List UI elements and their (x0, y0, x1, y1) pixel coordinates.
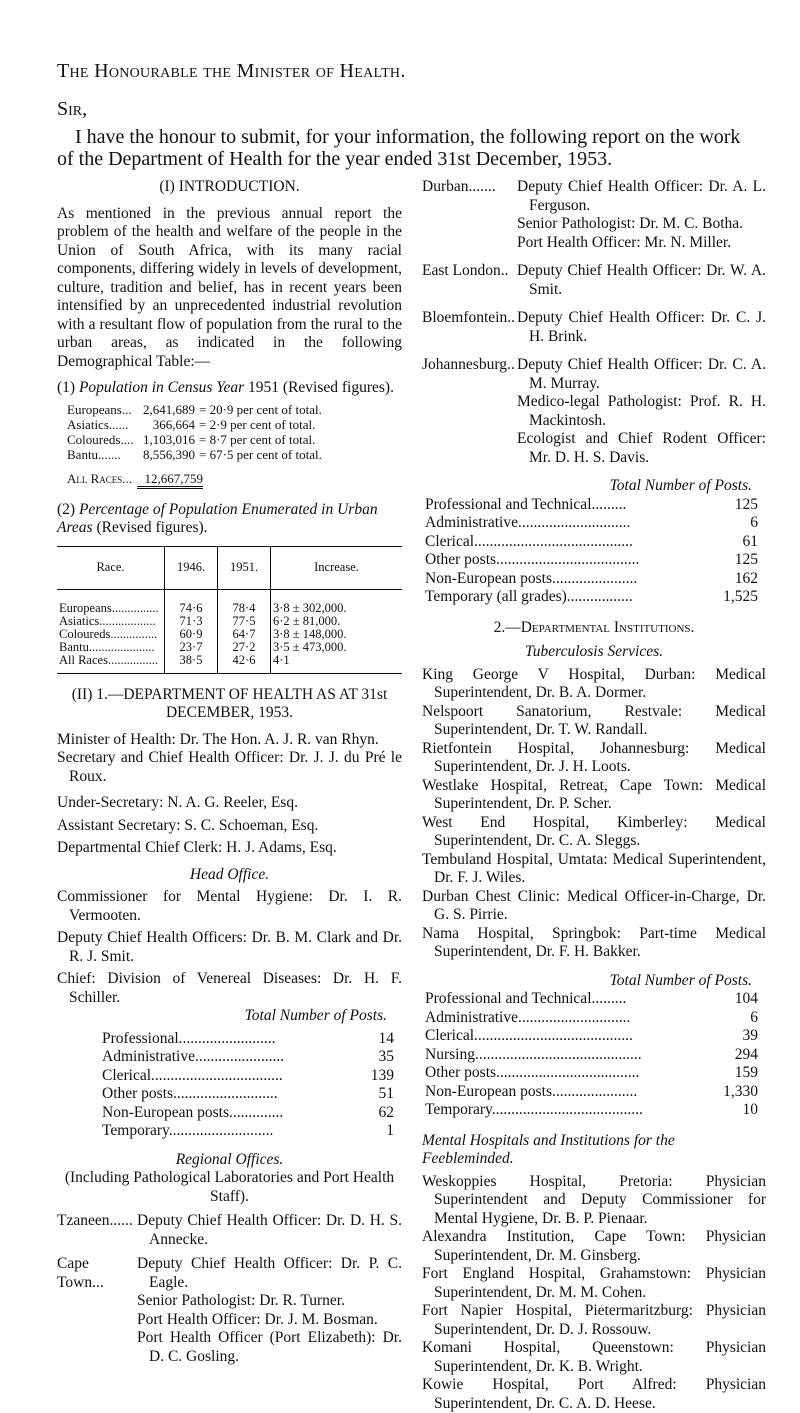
regional-line: Port Health Officer (Port Elizabeth): Dr. D. C. Gosling. (137, 1329, 402, 1366)
posts-row: Non-European posts...................... 162 (425, 570, 758, 589)
population-row: Coloureds.... 1,103,016 = 8·7 per cent of total. (57, 432, 402, 447)
posts-row: Professional......................... 14 (102, 1030, 394, 1049)
list-item: Nelspoort Sanatorium, Restvale: Medical Superintendent, Dr. T. W. Randall. (422, 703, 766, 740)
table-header-row (57, 546, 402, 589)
head-office-person: Deputy Chief Health Officers: Dr. B. M. Clark and Dr. R. J. Smit. (57, 929, 402, 966)
posts-row: Other posts..................................... 125 (425, 551, 758, 570)
regional-offices-title: Regional Offices. (57, 1151, 402, 1170)
population-row: Europeans... 2,641,689 = 20·9 per cent of total. (57, 402, 402, 417)
head-office-posts-list (57, 1030, 402, 1141)
urban-heading-rest: (Revised figures). (96, 519, 207, 536)
table-row: All Races................ 38·5 42·6 4·1 (57, 654, 402, 674)
posts-row: Professional and Technical......... 125 (425, 496, 758, 515)
table-row: Europeans............... 74·6 78·4 3·8 ± 302,000. (57, 589, 402, 615)
regional-line: Medico-legal Pathologist: Prof. R. H. Mackintosh. (517, 393, 766, 430)
regional-office-entry (57, 1212, 402, 1249)
regional-offices-subtitle: (Including Pathological Laboratories and Port Health Staff). (57, 1169, 402, 1206)
tuberculosis-list (422, 666, 766, 962)
regional-line: Port Health Officer: Dr. J. M. Bosman. (137, 1311, 402, 1330)
departmental-institutions-title: 2.—Departmental Institutions. (422, 619, 766, 638)
posts-row: Administrative............................. 6 (425, 514, 758, 533)
section-introduction-title: (I) INTRODUCTION. (57, 178, 402, 197)
list-item: Komani Hospital, Queenstown: Physician Superintendent, Dr. K. B. Wright. (422, 1339, 766, 1376)
regional-office-entry (422, 262, 766, 299)
salutation: Sir, (57, 98, 87, 121)
posts-row: Nursing........................................... 294 (425, 1046, 758, 1065)
mental-hospitals-title: Mental Hospitals and Institutions for the Feebleminded. (422, 1132, 766, 1169)
mental-hospitals-list (422, 1173, 766, 1413)
posts-row: Temporary....................................... 10 (425, 1101, 758, 1120)
table-row: Bantu..................... 23·7 27·2 3·5 ± 473,000. (57, 641, 402, 654)
head-office-person: Chief: Division of Venereal Diseases: Dr. H. F. Schiller. (57, 970, 402, 1007)
population-list (57, 402, 402, 489)
population-row: Asiatics...... 366,664 = 2·9 per cent of total. (57, 417, 402, 432)
total-number-label: Total Number of Posts. (602, 972, 752, 991)
posts-row: Non-European posts...................... 1,330 (425, 1083, 758, 1102)
regional-place: Johannesburg.. (422, 356, 517, 467)
intro-paragraph: I have the honour to submit, for your information, the following report on the work of the Department of Health for the year ended 31st December, 1953. (57, 126, 757, 170)
list-item: Fort England Hospital, Grahamstown: Physician Superintendent, Dr. M. M. Cohen. (422, 1265, 766, 1302)
posts-row: Administrative............................. 6 (425, 1009, 758, 1028)
urban-heading-num: (2) (57, 501, 75, 518)
regional-office-entry (57, 1255, 402, 1366)
posts-row: Temporary (all grades)................. 1,525 (425, 588, 758, 607)
head-office-title: Head Office. (57, 866, 402, 885)
total-number-label: Total Number of Posts. (102, 1007, 387, 1026)
posts-row: Non-European posts.............. 62 (102, 1104, 394, 1123)
posts-row: Administrative....................... 35 (102, 1048, 394, 1067)
regional-line: Senior Pathologist: Dr. R. Turner. (137, 1292, 402, 1311)
posts-row: Clerical.................................. 139 (102, 1067, 394, 1086)
posts-row: Other posts........................... 51 (102, 1085, 394, 1104)
regional-place: Bloemfontein.. (422, 309, 517, 346)
regional-line: Senior Pathologist: Dr. M. C. Botha. (517, 215, 766, 234)
introduction-paragraph: As mentioned in the previous annual report the problem of the health and welfare of the people in the Union of South Africa, with its many racial components, differing widely in levels of development, culture, tradition and belief, has in recent years been intensified by an unprecedented industrial revolution with a resultant flow of population from the rural to the urban areas, as indicated in the following Demographical Table:— (57, 205, 402, 372)
posts-row: Clerical......................................... 39 (425, 1027, 758, 1046)
official-line: Departmental Chief Clerk: H. J. Adams, Esq. (57, 839, 402, 858)
urban-percentage-heading (57, 501, 402, 538)
regional-posts-list (422, 496, 766, 607)
list-item: Nama Hospital, Springbok: Part-time Medical Superintendent, Dr. F. H. Bakker. (422, 925, 766, 962)
table-header: Increase. (271, 546, 403, 589)
tuberculosis-services-title: Tuberculosis Services. (422, 643, 766, 662)
regional-line: Deputy Chief Health Officer: Dr. W. A. Smit. (517, 262, 766, 299)
regional-line: Deputy Chief Health Officer: Dr. D. H. S. Annecke. (137, 1212, 402, 1249)
population-total-row: All Races... 12,667,759 (57, 471, 402, 489)
table-header: 1951. (218, 546, 271, 589)
total-number-label: Total Number of Posts. (602, 477, 752, 496)
regional-place: East London.. (422, 262, 517, 299)
list-item: Tembuland Hospital, Umtata: Medical Superintendent, Dr. F. J. Wiles. (422, 851, 766, 888)
regional-line: Deputy Chief Health Officer: Dr. P. C. Eagle. (137, 1255, 402, 1292)
posts-row: Clerical......................................... 61 (425, 533, 758, 552)
left-column (57, 178, 402, 1366)
population-heading-italic: Population in Census Year (79, 379, 244, 396)
table-row: Coloureds............... 60·9 64·7 3·8 ± 148,000. (57, 628, 402, 641)
tuberculosis-posts-list (422, 990, 766, 1120)
list-item: Fort Napier Hospital, Pietermaritzburg: Physician Superintendent, Dr. D. J. Rossouw. (422, 1302, 766, 1339)
population-heading (57, 379, 402, 398)
official-line: Secretary and Chief Health Officer: Dr. J. J. du Pré le Roux. (57, 749, 402, 786)
regional-line: Deputy Chief Health Officer: Dr. C. J. H. Brink. (517, 309, 766, 346)
table-header: 1946. (165, 546, 218, 589)
regional-place: Durban....... (422, 178, 517, 252)
list-item: Alexandra Institution, Cape Town: Physician Superintendent, Dr. M. Ginsberg. (422, 1228, 766, 1265)
urban-population-table (57, 546, 402, 674)
list-item: Durban Chest Clinic: Medical Officer-in-Charge, Dr. G. S. Pirrie. (422, 888, 766, 925)
population-heading-rest: 1951 (Revised figures). (248, 379, 394, 396)
regional-line: Deputy Chief Health Officer: Dr. C. A. M. Murray. (517, 356, 766, 393)
official-line: Assistant Secretary: S. C. Schoeman, Esq. (57, 817, 402, 836)
official-line: Minister of Health: Dr. The Hon. A. J. R. van Rhyn. (57, 731, 402, 750)
section-department-title: (II) 1.—DEPARTMENT OF HEALTH AS AT 31st DECEMBER, 1953. (57, 686, 402, 723)
urban-heading-italic: Percentage of Population Enumerated in Urban Areas (57, 501, 378, 537)
population-row: Bantu....... 8,556,390 = 67·5 per cent of total. (57, 447, 402, 462)
right-column (422, 178, 766, 1413)
regional-office-entry (422, 309, 766, 346)
list-item: Rietfontein Hospital, Johannesburg: Medical Superintendent, Dr. J. H. Loots. (422, 740, 766, 777)
list-item: Weskoppies Hospital, Pretoria: Physician Superintendent and Deputy Commissioner for Mental Hygiene, Dr. B. P. Pienaar. (422, 1173, 766, 1229)
table-header: Race. (57, 546, 165, 589)
head-office-person: Commissioner for Mental Hygiene: Dr. I. R. Vermooten. (57, 888, 402, 925)
regional-line: Ecologist and Chief Rodent Officer: Mr. D. H. S. Davis. (517, 430, 766, 467)
regional-office-entry (422, 178, 766, 252)
list-item: Kowie Hospital, Port Alfred: Physician Superintendent, Dr. C. A. D. Heese. (422, 1376, 766, 1413)
population-heading-num: (1) (57, 379, 75, 396)
regional-office-entry (422, 356, 766, 467)
page-heading: The Honourable the Minister of Health. (57, 60, 406, 83)
table-row: Asiatics.................. 71·3 77·5 6·2 ± 81,000. (57, 615, 402, 628)
posts-row: Professional and Technical......... 104 (425, 990, 758, 1009)
regional-place: Cape Town... (57, 1255, 137, 1366)
official-line: Under-Secretary: N. A. G. Reeler, Esq. (57, 794, 402, 813)
list-item: King George V Hospital, Durban: Medical Superintendent, Dr. B. A. Dormer. (422, 666, 766, 703)
regional-line: Port Health Officer: Mr. N. Miller. (517, 234, 766, 253)
list-item: West End Hospital, Kimberley: Medical Superintendent, Dr. C. A. Sleggs. (422, 814, 766, 851)
regional-place: Tzaneen...... (57, 1212, 137, 1249)
list-item: Westlake Hospital, Retreat, Cape Town: Medical Superintendent, Dr. P. Scher. (422, 777, 766, 814)
posts-row: Other posts..................................... 159 (425, 1064, 758, 1083)
regional-line: Deputy Chief Health Officer: Dr. A. L. Ferguson. (517, 178, 766, 215)
posts-row: Temporary........................... 1 (102, 1122, 394, 1141)
